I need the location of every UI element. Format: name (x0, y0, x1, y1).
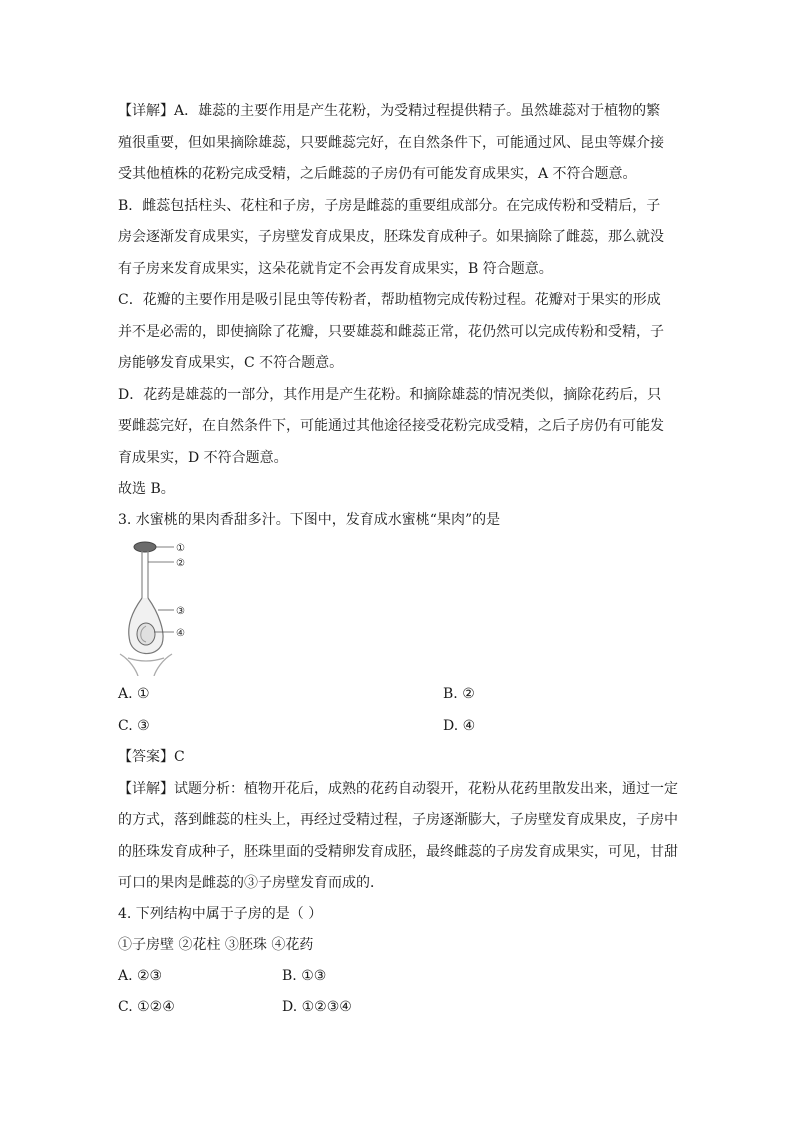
detail-text-line: 要雌蕊完好，在自然条件下，可能通过其他途径接受花粉完成受精，之后子房仍有可能发 (118, 418, 664, 434)
detail-text-line: 受其他植株的花粉完成受精，之后雌蕊的子房仍有可能发育成果实，A 不符合题意。 (118, 166, 637, 182)
detail-text-line: C．花瓣的主要作用是吸引昆虫等传粉者，帮助植物完成传粉过程。花瓣对于果实的形成 (118, 292, 661, 308)
detail-text-line: 房会逐渐发育成果实，子房壁发育成果皮，胚珠发育成种子。如果摘除了雌蕊，那么就没 (118, 229, 664, 245)
detail-text-line: 的胚珠发育成种子，胚珠里面的受精卵发育成胚，最终雌蕊的子房发育成果实，可见，甘甜 (118, 844, 678, 860)
question-4-stem: 4. 下列结构中属于子房的是（ ） (118, 906, 323, 922)
receptacle-shape (120, 654, 172, 676)
detail-text-line: 有子房来发育成果实，这朵花就肯定不会再发育成果实，B 符合题意。 (118, 261, 553, 277)
figure-label-1: ① (176, 543, 185, 554)
figure-label-3: ③ (176, 606, 185, 617)
detail-text-line: B．雌蕊包括柱头、花柱和子房，子房是雌蕊的重要组成部分。在完成传粉和受精后，子 (118, 198, 661, 214)
option-a: A. ① (118, 686, 150, 702)
option-b: B. ①③ (282, 968, 327, 984)
option-c: C. ①②④ (118, 999, 175, 1015)
detail-text-line: 并不是必需的，即使摘除了花瓣，只要雄蕊和雌蕊正常，花仍然可以完成传粉和受精，子 (118, 324, 664, 340)
detail-text-line: 育成果实，D 不符合题意。 (118, 450, 288, 466)
detail-text-line: 房能够发育成果实，C 不符合题意。 (118, 355, 344, 371)
detail-text-line: 【详解】A．雄蕊的主要作用是产生花粉，为受精过程提供精子。虽然雄蕊对于植物的繁 (118, 103, 661, 119)
question-3-stem: 3. 水蜜桃的果肉香甜多汁。下图中，发育成水蜜桃“果肉”的是 (118, 512, 501, 528)
conclusion-text: 故选 B。 (118, 481, 175, 497)
detail-text-line: 可口的果肉是雌蕊的③子房壁发育而成的． (118, 875, 384, 891)
answer-text: 【答案】C (118, 749, 185, 765)
question-4-items: ①子房壁 ②花柱 ③胚珠 ④花药 (118, 937, 314, 953)
style-shape (142, 551, 148, 598)
figure-label-2: ② (176, 558, 185, 569)
detail-text-line: 的方式，落到雌蕊的柱头上，再经过受精过程，子房逐渐膨大，子房壁发育成果皮，子房中 (118, 812, 678, 828)
pistil-diagram (118, 534, 193, 676)
figure-label-4: ④ (176, 628, 185, 639)
detail-text-line: 殖很重要，但如果摘除雄蕊，只要雌蕊完好，在自然条件下，可能通过风、昆虫等媒介接 (118, 135, 664, 151)
option-b: B. ② (443, 686, 475, 702)
option-d: D. ④ (443, 718, 476, 734)
option-d: D. ①②③④ (282, 999, 352, 1015)
stigma-shape (134, 542, 156, 552)
detail-text-line: 【详解】试题分析：植物开花后，成熟的花药自动裂开，花粉从花药里散发出来，通过一定 (118, 781, 678, 797)
option-c: C. ③ (118, 718, 150, 734)
option-a: A. ②③ (118, 968, 163, 984)
detail-text-line: D．花药是雄蕊的一部分，其作用是产生花粉。和摘除雄蕊的情况类似，摘除花药后，只 (118, 387, 662, 403)
